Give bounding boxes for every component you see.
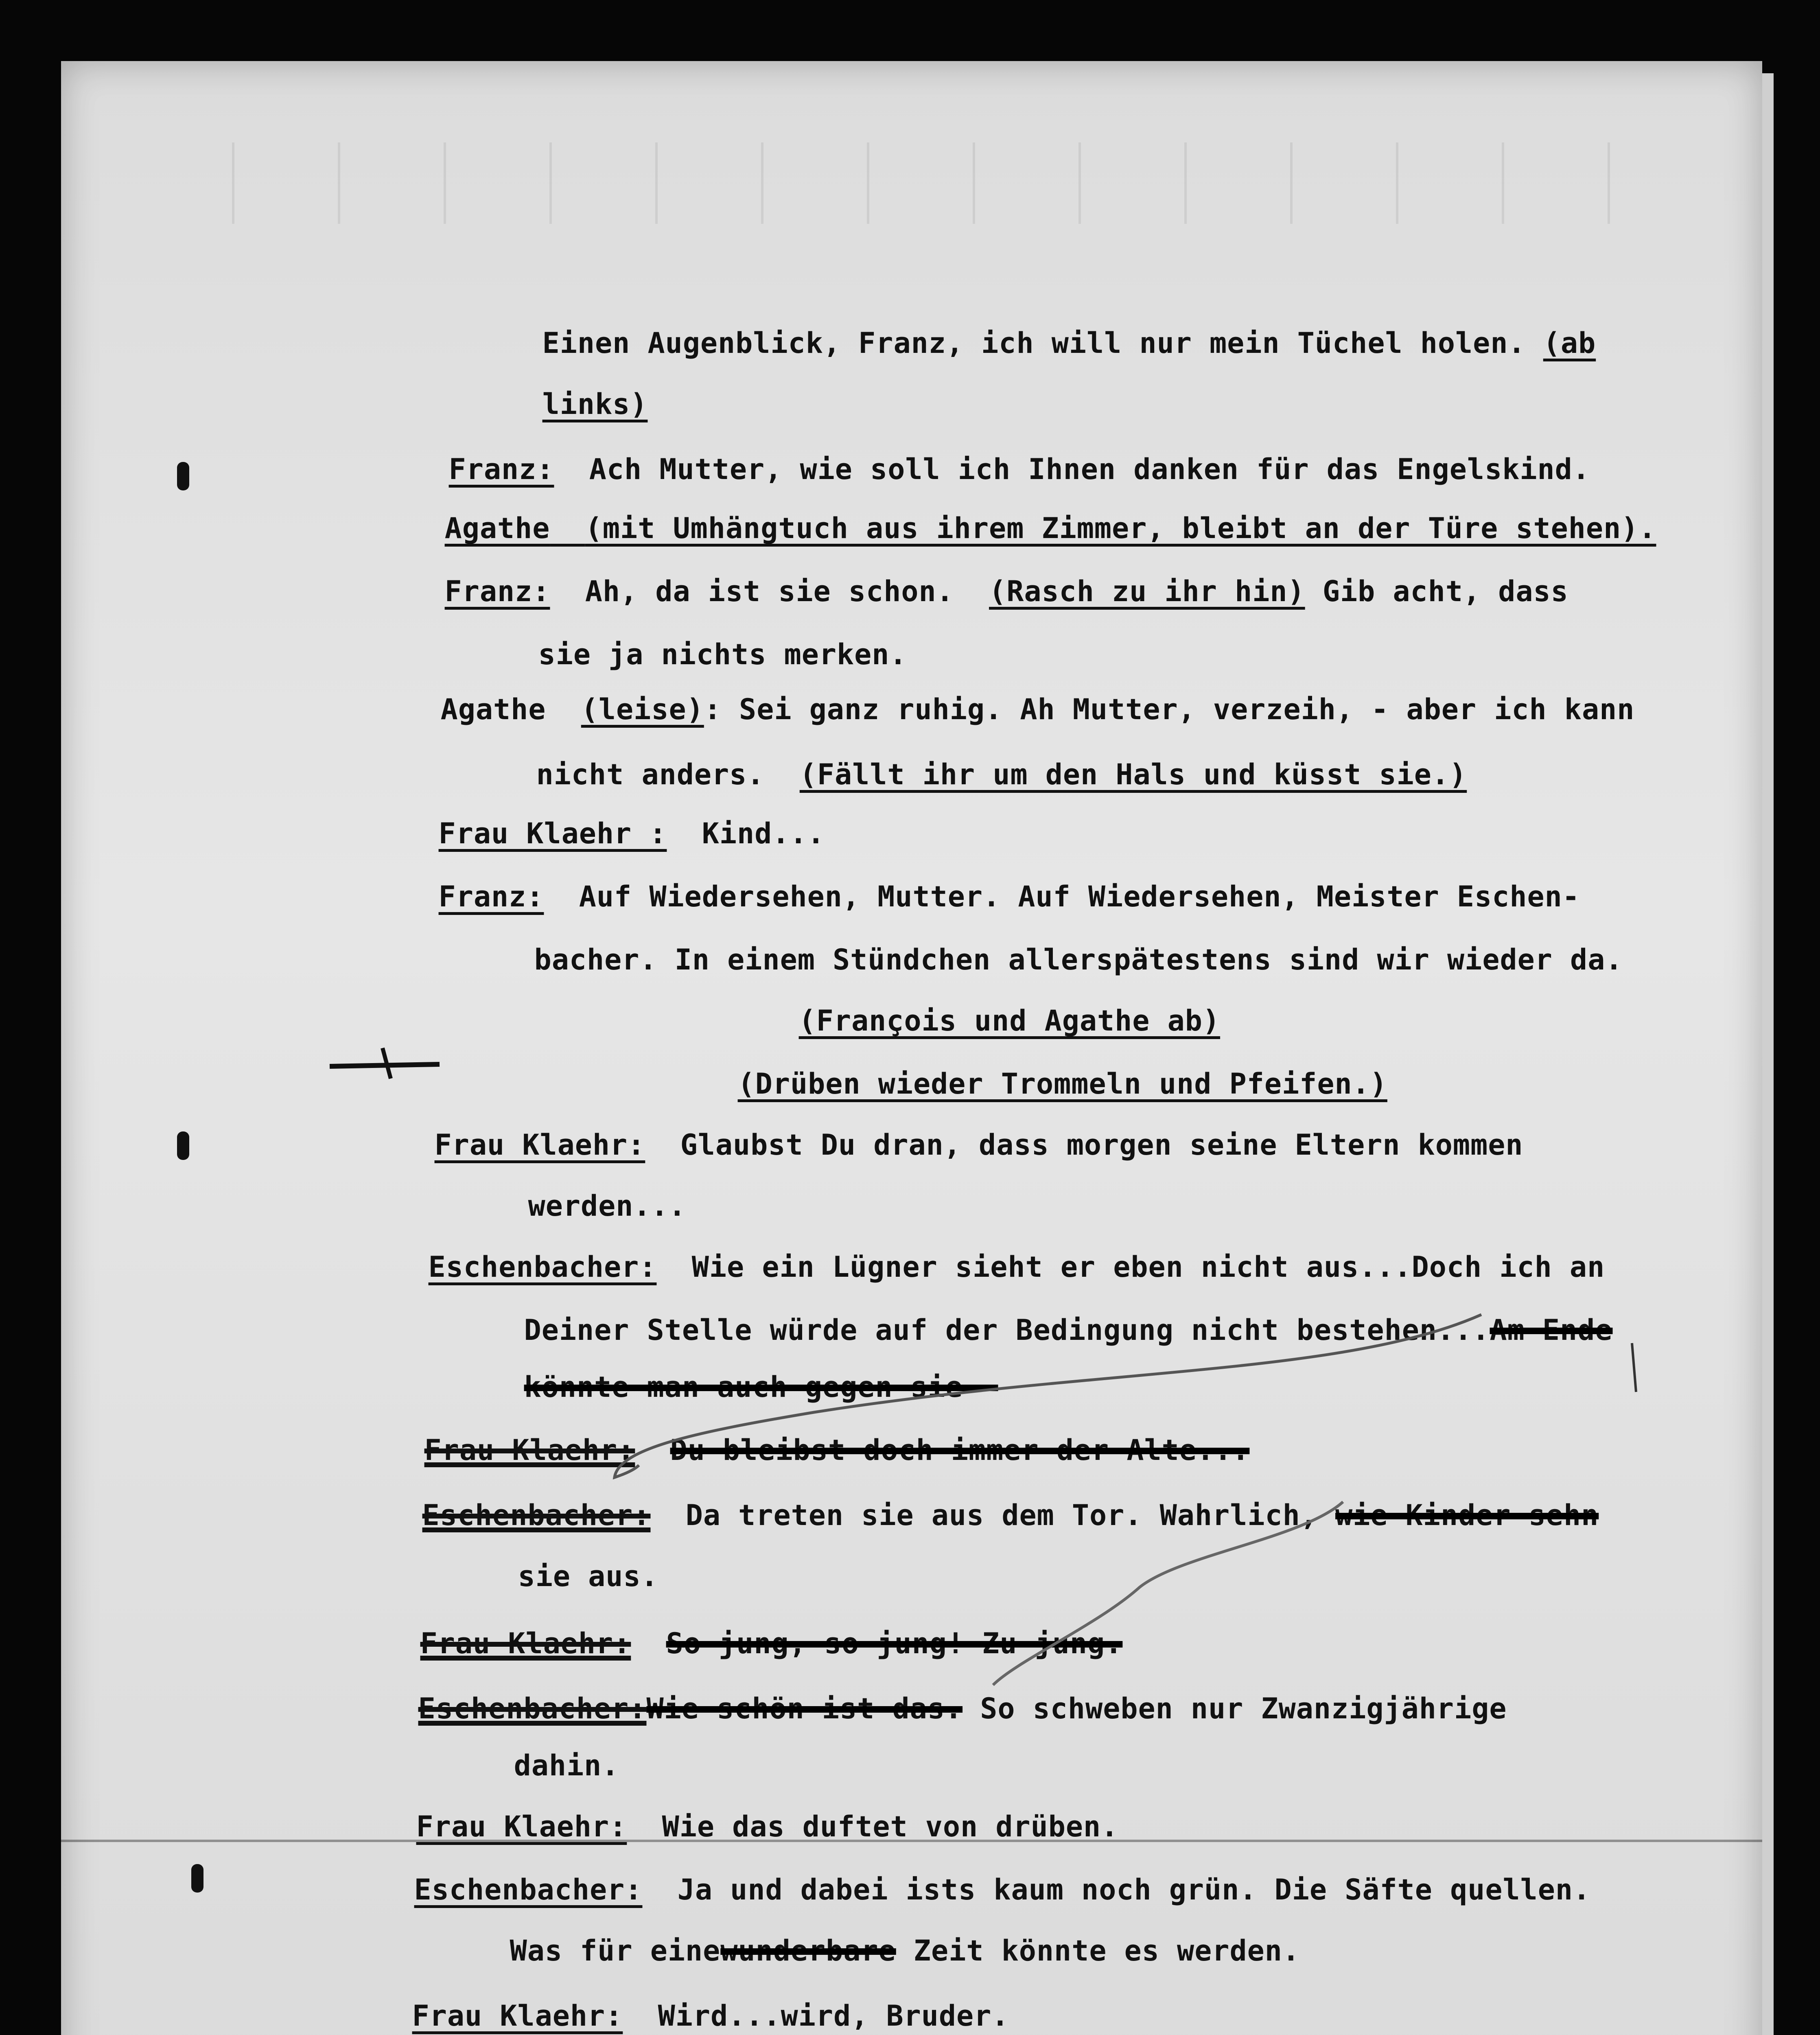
stage-direction: (François und Agathe ab) [798, 1004, 1221, 1037]
stage-direction: (Rasch zu ihr hin) [989, 575, 1305, 608]
struck-text: Wie schön ist das. [646, 1692, 963, 1725]
speaker-name: Eschenbacher: [428, 1250, 657, 1284]
dialogue-text: : Sei ganz ruhig. Ah Mutter, verzeih, - aber ich kann [704, 693, 1635, 726]
dialogue-text: Glaubst Du dran, dass morgen seine Eltern kommen [680, 1128, 1523, 1162]
text-line [342, 1966, 1009, 2035]
dialogue-text: Zeit könnte es werden. [913, 1934, 1300, 1967]
stage-direction: links) [542, 387, 648, 421]
dialogue-text: Gib acht, dass [1322, 575, 1568, 608]
dialogue-text: Wie das duftet von drüben. [662, 1810, 1119, 1843]
speaker-name: Frau Klaehr: [434, 1128, 645, 1162]
punch-hole [177, 462, 189, 490]
punch-hole [191, 1864, 203, 1893]
stage-direction: (leise) [581, 693, 704, 726]
speaker-name: Franz: [448, 453, 554, 486]
speaker-name: Frau Klaehr: [424, 1433, 635, 1467]
speaker-name: Eschenbacher: [414, 1873, 643, 1906]
speaker-name: Eschenbacher: [422, 1499, 651, 1532]
dialogue-text: Kind... [702, 817, 825, 850]
bleed-through-marks [183, 142, 1648, 224]
punch-hole [177, 1131, 189, 1160]
dialogue-text: Da treten sie aus dem Tor. Wahrlich, [685, 1499, 1318, 1532]
dialogue-text: nicht anders. [536, 758, 765, 791]
dialogue-text: Auf Wiedersehen, Mutter. Auf Wiedersehen, Meister Eschen- [579, 880, 1580, 913]
speaker-name: Frau Klaehr: [420, 1627, 631, 1660]
dialogue-text: Ach Mutter, wie soll ich Ihnen danken für das Engelskind. [589, 453, 1590, 486]
speaker-name: Frau Klaehr: [412, 1999, 623, 2033]
dialogue-text: werden... [528, 1189, 686, 1223]
dialogue-text: Wird...wird, Bruder. [658, 1999, 1009, 2033]
speaker-name: Agathe [440, 693, 546, 726]
speaker-name: Franz: [438, 880, 544, 913]
struck-text: wunderbare [720, 1934, 896, 1967]
speaker-name: Agathe [444, 512, 550, 545]
dialogue-text: sie aus. [518, 1560, 658, 1593]
dialogue-text: Ja und dabei ists kaum noch grün. Die Säfte quellen. [677, 1873, 1591, 1906]
stage-direction: (Fällt ihr um den Hals und küsst sie.) [799, 758, 1467, 791]
dialogue-text: dahin. [514, 1749, 619, 1782]
dialogue-text: Deiner Stelle würde auf der Bedingung nicht bestehen... [524, 1313, 1490, 1347]
dialogue-text: Einen Augenblick, Franz, ich will nur mein Tüchel holen. [542, 326, 1526, 360]
dialogue-text: bacher. In einem Stündchen allerspätestens sind wir wieder da. [534, 943, 1623, 976]
speaker-name: Frau Klaehr: [416, 1810, 627, 1843]
stage-direction: (ab [1543, 326, 1596, 360]
stage-direction-line [445, 512, 1656, 545]
dialogue-text: Was für eine [510, 1934, 721, 1967]
struck-text: Am Ende [1490, 1313, 1613, 1347]
stage-direction: (mit Umhängtuch aus ihrem Zimmer, bleibt an der Türe stehen). [585, 512, 1656, 545]
dialogue-text: Wie ein Lügner sieht er eben nicht aus...Doch ich an [691, 1250, 1605, 1284]
stage-direction: (Drüben wieder Trommeln und Pfeifen.) [737, 1067, 1387, 1101]
speaker-name: Franz: [444, 575, 550, 608]
struck-text: könnte man auch gegen sie - [524, 1370, 998, 1404]
struck-text: wie Kinder sehn [1335, 1499, 1599, 1532]
speaker-name: Eschenbacher: [418, 1692, 647, 1725]
struck-text: Du bleibst doch immer der Alte... [670, 1433, 1250, 1467]
speaker-name: Frau Klaehr : [438, 817, 667, 850]
dialogue-text: So schweben nur Zwanzigjährige [980, 1692, 1507, 1725]
dialogue-text: sie ja nichts merken. [538, 638, 907, 671]
struck-text: So jung, so jung! Zu jung. [666, 1627, 1123, 1660]
dialogue-text: Ah, da ist sie schon. [585, 575, 954, 608]
